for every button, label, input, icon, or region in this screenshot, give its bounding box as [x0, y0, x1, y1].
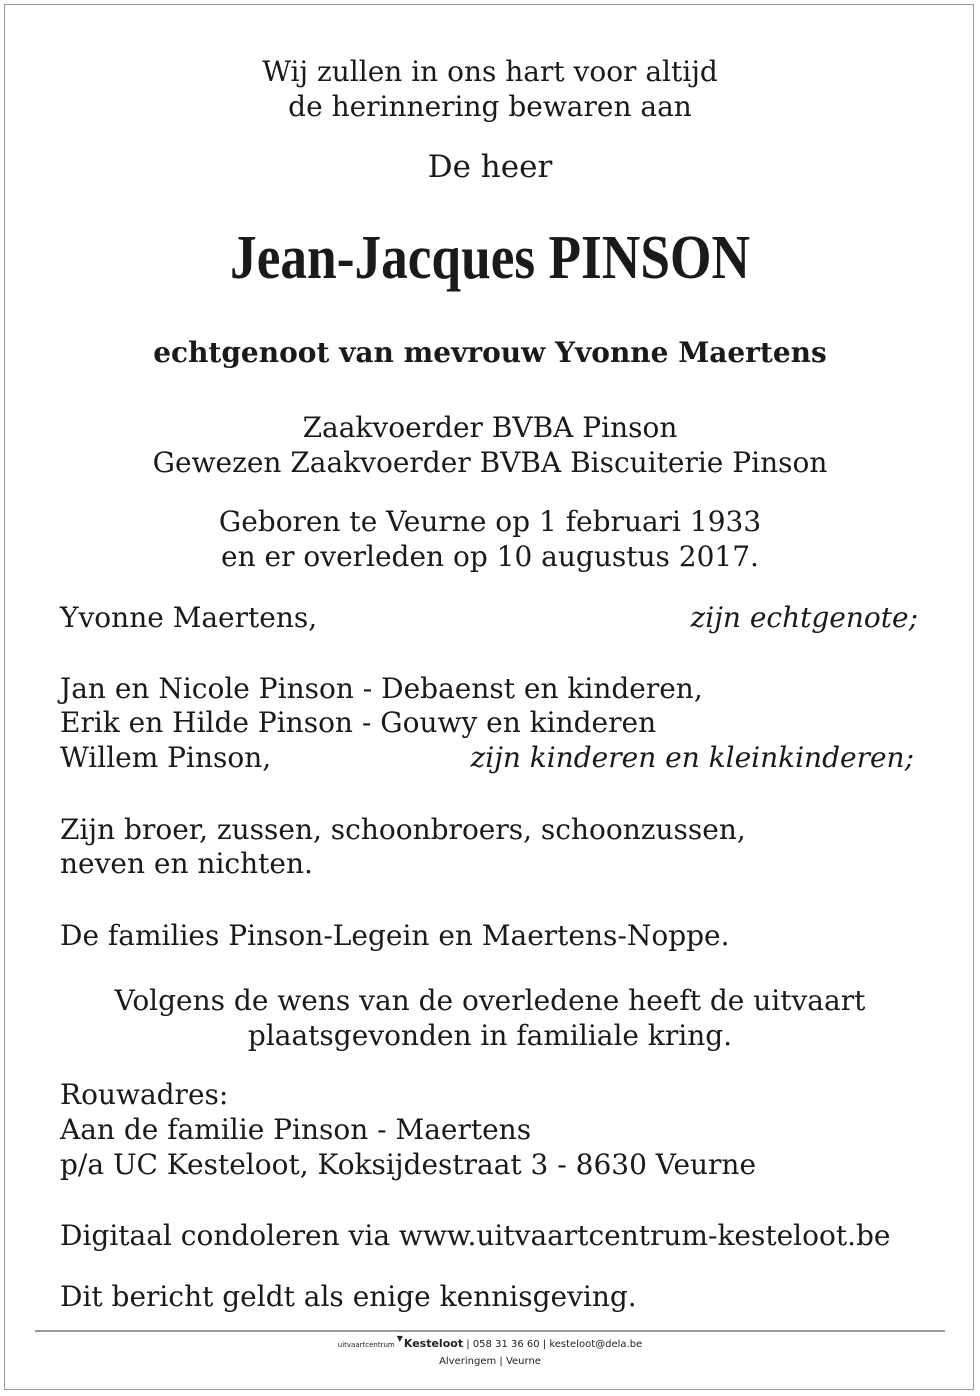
address-label: Rouwadres:	[60, 1078, 229, 1111]
address-line-1: Aan de familie Pinson - Maertens	[60, 1113, 532, 1146]
birth-line: Geboren te Veurne op 1 februari 1933	[218, 505, 762, 538]
death-line: en er overleden op 10 augustus 2017.	[221, 540, 759, 573]
footer-contact: | 058 31 36 60 | kesteloot@dela.be	[466, 1339, 643, 1350]
intro-line-2: de herinnering bewaren aan	[288, 90, 692, 123]
footer-locations: Alveringem | Veurne	[439, 1356, 541, 1367]
notice-line: Dit bericht geldt als enige kennisgeving.	[60, 1280, 637, 1313]
footer-contact-row	[0, 1334, 980, 1352]
child-line-1: Jan en Nicole Pinson - Debaenst en kinderen,	[60, 672, 703, 705]
children-relation: zijn kinderen en kleinkinderen;	[470, 741, 914, 774]
role-line-1: Zaakvoerder BVBA Pinson	[302, 411, 678, 444]
siblings-line-1: Zijn broer, zussen, schoonbroers, schoonzussen,	[60, 813, 746, 846]
brand-prefix: uitvaartcentrum	[337, 1341, 395, 1349]
footer-divider	[35, 1330, 945, 1332]
spouse-name: Yvonne Maertens,	[60, 601, 318, 634]
salutation: De heer	[427, 149, 553, 185]
intro-line-1: Wij zullen in ons hart voor altijd	[262, 55, 718, 88]
brand-name: Kesteloot	[403, 1337, 464, 1350]
child-line-3: Willem Pinson,	[60, 741, 272, 774]
funeral-line-1: Volgens de wens van de overledene heeft de uitvaart	[114, 984, 866, 1017]
brand-mark-icon: ▼	[396, 1334, 403, 1343]
deceased-name: Jean-Jacques PINSON	[230, 224, 750, 292]
siblings-line-2: neven en nichten.	[60, 847, 313, 880]
funeral-line-2: plaatsgevonden in familiale kring.	[247, 1019, 733, 1052]
spouse-relation: zijn echtgenote;	[690, 601, 918, 634]
condolence-line: Digitaal condoleren via www.uitvaartcentrum-kesteloot.be	[60, 1219, 891, 1252]
spouse-line: echtgenoot van mevrouw Yvonne Maertens	[153, 336, 827, 369]
address-line-2: p/a UC Kesteloot, Koksijdestraat 3 - 8630 Veurne	[60, 1148, 757, 1181]
child-line-2: Erik en Hilde Pinson - Gouwy en kinderen	[60, 706, 657, 739]
role-line-2: Gewezen Zaakvoerder BVBA Biscuiterie Pinson	[152, 446, 828, 479]
families-line: De families Pinson-Legein en Maertens-Noppe.	[60, 919, 730, 952]
